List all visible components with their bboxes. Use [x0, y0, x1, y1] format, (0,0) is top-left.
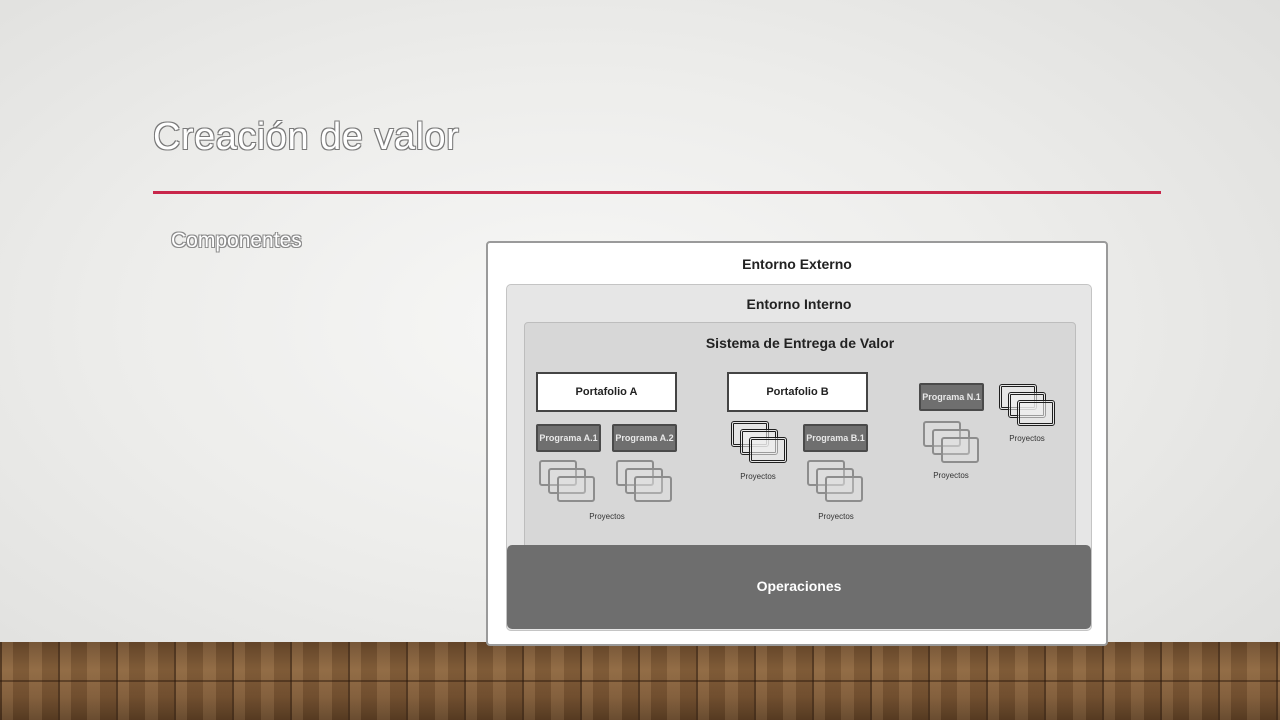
internal-environment-box — [506, 284, 1092, 631]
slide-subtitle: Componentes — [171, 229, 302, 252]
operations-box — [507, 545, 1091, 629]
slide-title: Creación de valor — [153, 116, 460, 158]
projects-label-b-direct: Proyectos — [740, 472, 776, 481]
value-delivery-system-label: Sistema de Entrega de Valor — [705, 335, 895, 351]
program-a1-box: Programa A.1 — [536, 424, 601, 452]
portfolio-b-box: Portafolio B — [727, 372, 868, 412]
value-delivery-system-box — [524, 322, 1076, 549]
projects-stack-b-direct — [731, 421, 791, 465]
title-underline — [153, 191, 1161, 194]
projects-stack-n1 — [923, 421, 983, 465]
program-n1-box: Programa N.1 — [919, 383, 984, 411]
operations-label: Operaciones — [756, 578, 842, 594]
internal-environment-label: Entorno Interno — [746, 296, 852, 312]
portfolio-a-box: Portafolio A — [536, 372, 677, 412]
projects-stack-a2 — [616, 460, 676, 504]
projects-label-n1: Proyectos — [933, 471, 969, 480]
program-a2-box: Programa A.2 — [612, 424, 677, 452]
projects-label-direct: Proyectos — [1009, 434, 1045, 443]
projects-label-b1: Proyectos — [818, 512, 854, 521]
projects-stack-a1 — [539, 460, 599, 504]
projects-stack-direct — [999, 384, 1059, 428]
program-b1-box: Programa B.1 — [803, 424, 868, 452]
wood-floor-background — [0, 642, 1280, 720]
projects-stack-b1 — [807, 460, 867, 504]
projects-label-a: Proyectos — [589, 512, 625, 521]
value-delivery-diagram — [486, 241, 1108, 646]
external-environment-label: Entorno Externo — [742, 256, 852, 272]
